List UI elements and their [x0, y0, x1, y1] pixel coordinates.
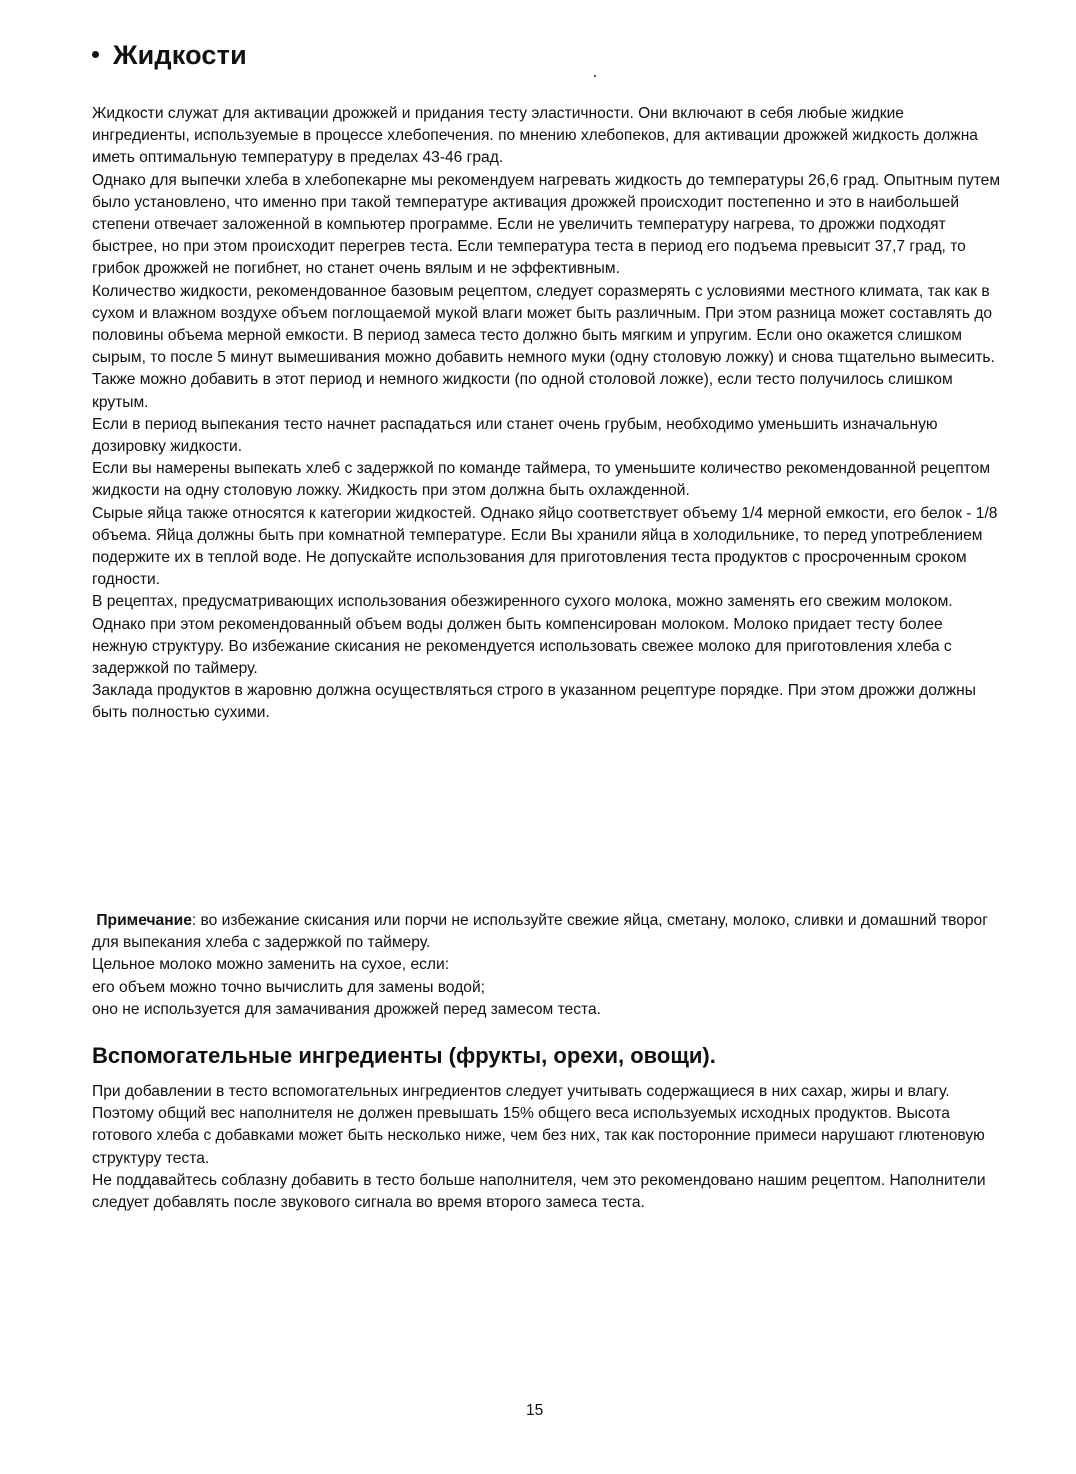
scan-speck: [594, 75, 596, 77]
note-block: [92, 910, 1002, 1021]
paragraph: В рецептах, предусматривающих использования обезжиренного сухого молока, можно заменять его свежим молоком. Однако при этом рекомендованный объем воды должен быть компенсирован молоком. Молоко придает тесту более нежную структуру. Во избежание скисания не рекомендуется использовать свежее молоко для приготовления хлеба с задержкой по таймеру.: [92, 593, 953, 678]
bullet-icon: [92, 51, 99, 58]
paragraph: При добавлении в тесто вспомогательных ингредиентов следует учитывать содержащиеся в них сахар, жиры и влагу. Поэтому общий вес наполнителя не должен превышать 15% общего веса используемых исходных продуктов. Высота готового хлеба с добавками может быть несколько ниже, чем без них, так как посторонние примеси нарушают глютеновую структуру теста.: [92, 1083, 985, 1167]
note-text: : во избежание скисания или порчи не используйте свежие яйца, сметану, молоко, сливки и домашний творог для выпекания хлеба с задержкой по таймеру.: [92, 912, 988, 952]
section-liquids-body: [92, 103, 1002, 725]
note-paragraph: [92, 910, 1002, 954]
paragraph: Жидкости служат для активации дрожжей и придания тесту эластичности. Они включают в себя любые жидкие ингредиенты, используемые в процессе хлебопечения. по мнению хлебопеков, для активации дрожжей жидкость должна иметь оптимальную температуру в пределах 43-46 град.: [92, 105, 978, 167]
paragraph: Если в период выпекания тесто начнет распадаться или станет очень грубым, необходимо уменьшить изначальную дозировку жидкости.: [92, 415, 938, 456]
paragraph: Если вы намерены выпекать хлеб с задержкой по команде таймера, то уменьшите количество рекомендованной рецептом жидкости на одну столовую ложку. Жидкость при этом должна быть охлажденной.: [92, 460, 991, 500]
section-title-text: Жидкости: [113, 40, 247, 70]
note-line: Цельное молоко можно заменить на сухое, если:: [92, 956, 450, 974]
paragraph: Однако для выпечки хлеба в хлебопекарне мы рекомендуем нагревать жидкость до температуры 26,6 град. Опытным путем было установлено, что именно при такой температуре активация дрожжей происходит постепенно и это в наибольшей степени отвечает заложенной в компьютер программе. Если не увеличить температуру нагрева, то дрожжи подходят быстрее, но при этом происходит перегрев теста. Если температура теста в период его подъема превысит 37,7 град, то грибок дрожжей не погибнет, но станет очень вялым и не эффективным.: [92, 171, 1001, 278]
paragraph: Количество жидкости, рекомендованное базовым рецептом, следует соразмерять с условиями местного климата, так как в сухом и влажном воздухе объем поглощаемой мукой влаги может быть различным. При этом разница может составлять до половины объема мерной емкости. В период замеса тесто должно быть мягким и упругим. Если оно окажется слишком сырым, то после 5 минут вымешивания можно добавить немного муки (одну столовую ложку) и снова тщательно вымесить. Также можно добавить в этот период и немного жидкости (по одной столовой ложке), если тесто получилось слишком крутым.: [92, 282, 995, 411]
section-title-liquids: [92, 40, 247, 71]
page-number: 15: [526, 1402, 544, 1419]
note-line: оно не используется для замачивания дрожжей перед замесом теста.: [92, 1000, 601, 1018]
note-label: Примечание: [96, 912, 192, 929]
paragraph: Сырые яйца также относятся к категории жидкостей. Однако яйцо соответствует объему 1/4 мерной емкости, его белок - 1/8 объема. Яйца должны быть при комнатной температуре. Если Вы хранили яйца в холодильнике, то перед употреблением подержите их в теплой воде. Не допускайте использования для приготовления теста продуктов с просроченным сроком годности.: [92, 504, 998, 589]
section-additional-ingredients-body: [92, 1081, 1002, 1214]
paragraph: Не поддавайтесь соблазну добавить в тесто больше наполнителя, чем это рекомендовано нашим рецептом. Наполнители следует добавлять после звукового сигнала во время второго замеса теста.: [92, 1171, 986, 1212]
note-line: его объем можно точно вычислить для замены водой;: [92, 978, 486, 996]
section-title-additional-ingredients: Вспомогательные ингредиенты (фрукты, орехи, овощи).: [92, 1043, 716, 1068]
paragraph: Заклада продуктов в жаровню должна осуществляться строго в указанном рецептуре порядке. При этом дрожжи должны быть полностью сухими.: [92, 682, 976, 722]
